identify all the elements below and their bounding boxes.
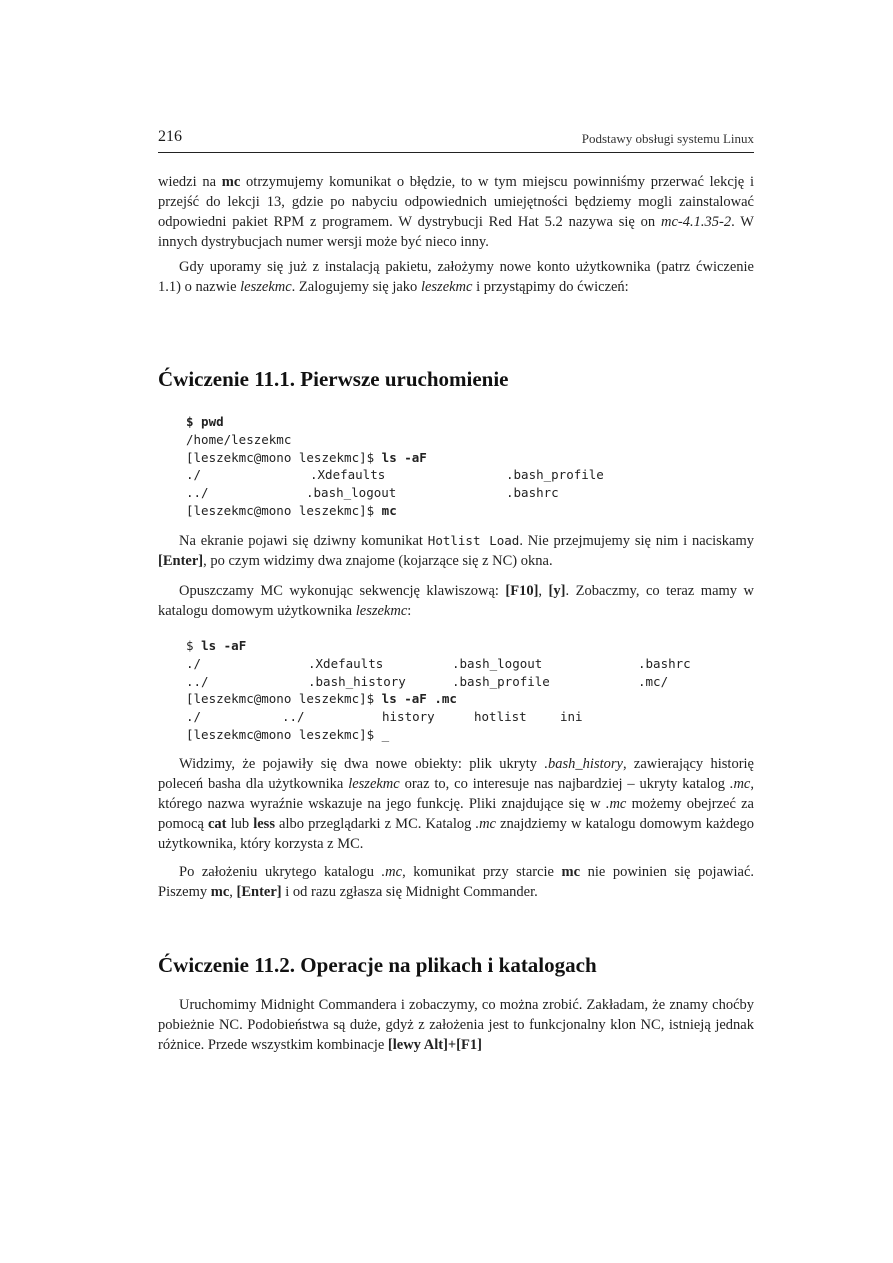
terminal-line: ../ .bash_history .bash_profile .mc/: [186, 673, 669, 689]
paragraph: Na ekranie pojawi się dziwny komunikat Hotlist Load. Nie przejmujemy się nim i naciskamy [Enter], po czym widzimy dwa znajome (kojarzące się z NC) okna.: [158, 533, 755, 569]
terminal-line: $ pwd: [186, 414, 224, 429]
terminal-listing-1: [186, 413, 746, 520]
terminal-line: [leszekmc@mono leszekmc]$ ls -aF: [186, 449, 427, 465]
section-heading: Ćwiczenie 11.2. Operacje na plikach i katalogach: [158, 953, 597, 977]
running-title: Podstawy obsługi systemu Linux: [581, 131, 754, 146]
paragraph: Po założeniu ukrytego katalogu .mc, komunikat przy starcie mc nie powinien się pojawiać. Piszemy mc, [Enter] i od razu zgłasza się Midnight Commander.: [158, 864, 755, 900]
terminal-line: $ ls -aF: [186, 638, 247, 653]
paragraph: Gdy uporamy się już z instalacją pakietu, założymy nowe konto użytkownika (patrz ćwiczenie 1.1) o nazwie leszekmc. Zalogujemy się jako leszekmc i przystąpimy do ćwiczeń:: [158, 259, 754, 295]
page-header: [158, 128, 754, 153]
section-heading: Ćwiczenie 11.1. Pierwsze uruchomienie: [158, 367, 509, 391]
paragraph: Widzimy, że pojawiły się dwa nowe obiekty: plik ukryty .bash_history, zawierający historię poleceń basha dla użytkownika leszekmc oraz to, co interesuje nas najbardziej – ukryty katalog .mc, którego nazwa wyraźnie wskazuje na jego funkcję. Pliki znajdujące się w .mc możemy obejrzeć za pomocą cat lub less albo przeglądarki z MC. Katalog .mc znajdziemy w katalogu domowym każdego użytkownika, który korzysta z MC.: [158, 756, 755, 852]
terminal-line: ../ .bash_logout .bashrc: [186, 485, 559, 501]
paragraph: Opuszczamy MC wykonując sekwencję klawiszową: [F10], [y]. Zobaczmy, co teraz mamy w katalogu domowym użytkownika leszekmc:: [158, 583, 754, 619]
terminal-line: [leszekmc@mono leszekmc]$ ls -aF .mc: [186, 691, 457, 707]
terminal-line: [leszekmc@mono leszekmc]$ mc: [186, 502, 397, 518]
exercise1-text-b: [158, 754, 754, 902]
paragraph: Uruchomimy Midnight Commandera i zobaczymy, co można zrobić. Zakładam, że znamy choćby pobieżnie NC. Podobieństwa są duże, gdyż z założenia jest to funkcjonalny klon NC, istnieją jednak różnice. Przede wszystkim kombinacje [lewy Alt]+[F1]: [158, 997, 754, 1053]
page-number: 216: [158, 128, 182, 145]
paragraph: wiedzi na mc otrzymujemy komunikat o błędzie, to w tym miejscu powinniśmy przerwać lekcję i przejść do lekcji 13, gdzie po nabyciu odpowiednich umiejętności będziemy mogli zainstalować odpowiedni pakiet RPM z programem. W dystrybucji Red Hat 5.2 nazywa się on mc-4.1.35-2. W innych dystrybucjach numer wersji może być nieco inny.: [158, 174, 754, 250]
terminal-line: ./ .Xdefaults .bash_logout .bashrc: [186, 655, 691, 671]
terminal-line: ./ ../ history hotlist ini: [186, 709, 583, 725]
intro-text: [158, 172, 754, 297]
exercise1-text-a: [158, 531, 754, 621]
terminal-line: ./ .Xdefaults .bash_profile: [186, 467, 604, 483]
exercise2-text: [158, 995, 754, 1055]
terminal-line: /home/leszekmc: [186, 431, 292, 447]
terminal-listing-2: [186, 637, 746, 744]
terminal-line: [leszekmc@mono leszekmc]$ _: [186, 726, 390, 742]
